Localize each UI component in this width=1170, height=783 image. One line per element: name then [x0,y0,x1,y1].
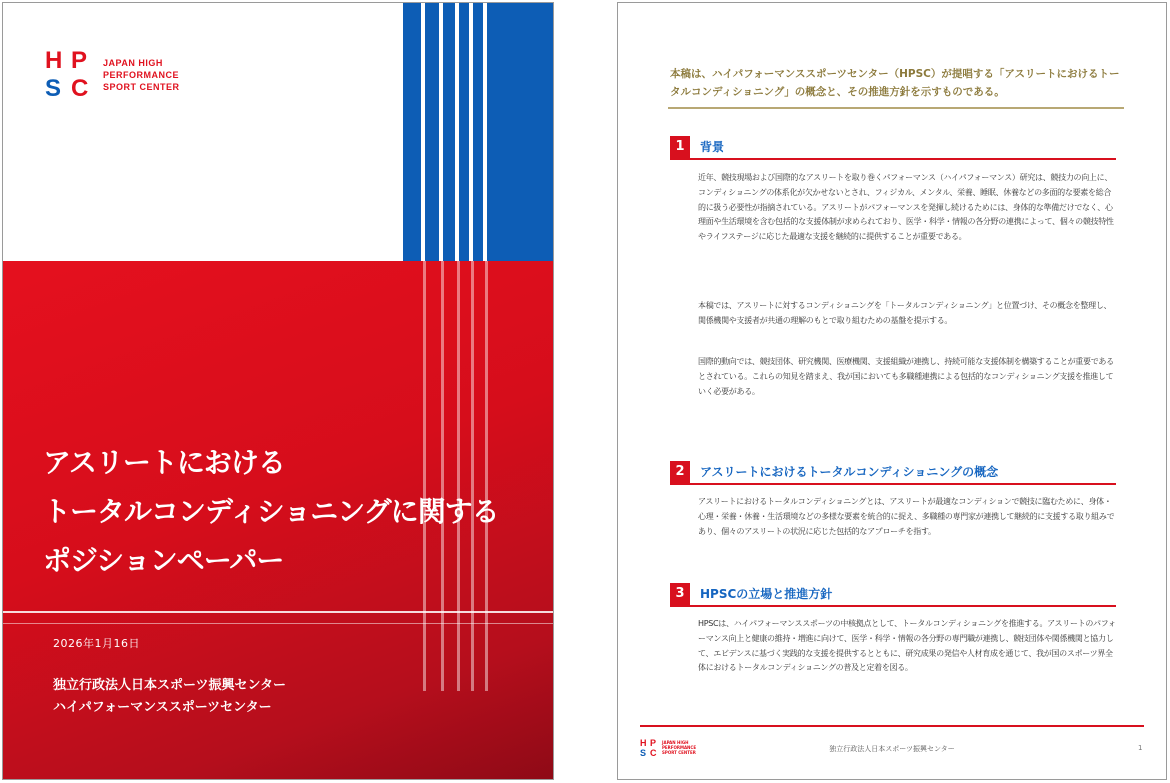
cover-blue-block [403,3,553,261]
section-number: 1 [670,136,690,158]
section-title: 背景 [700,140,725,154]
section-heading [670,583,1116,607]
logo-letter: P [71,47,88,74]
footer-organization: 独立行政法人日本スポーツ振興センター [829,745,955,753]
logo-letter: S [640,748,647,758]
logo-line: JAPAN HIGH [103,58,163,68]
logo-line: SPORT CENTER [103,82,180,92]
stripe [455,3,459,261]
paragraph: 国際的動向では、競技団体、研究機関、医療機関、支援組織が連携し、持続可能な支援体制を構築することが重要であるとされている。これらの知見を踏まえ、我が国においても多職種連携による包括的なコンディショニング支援を推進していく必要がある。 [698,357,1114,396]
publisher [53,675,286,719]
footer-divider [640,725,1144,727]
logo-letter: H [640,738,647,748]
logo-wordmark [103,57,180,93]
page-number: 1 [1138,744,1143,752]
logo-letter: H [45,47,63,74]
title-line: アスリートにおける [43,446,285,479]
cover-divider [3,611,553,613]
stripe [469,3,473,261]
section-title: アスリートにおけるトータルコンディショニングの概念 [700,465,999,479]
publisher-line: ハイパフォーマンススポーツセンター [53,700,272,715]
logo-letter: C [71,75,89,102]
stripe [483,3,487,261]
stripe [421,3,425,261]
section-heading [670,461,1116,485]
stripe [439,3,443,261]
logo-line: PERFORMANCE [103,70,180,80]
section-number: 3 [670,583,690,605]
lead-divider [668,107,1124,109]
paragraph: アスリートにおけるトータルコンディショニングとは、アスリートが最適なコンディションで競技に臨むために、身体・心理・栄養・休養・生活環境などの多様な要素を統合的に捉え、多職種の専門家が連携して継続的に支援する取り組みであり、個々のアスリートの状況に応じた包括的なアプローチを指す。 [698,497,1115,536]
section-heading [670,136,1116,160]
paragraph: 近年、競技現場および国際的なアスリートを取り巻くパフォーマンス（ハイパフォーマンス）研究は、競技力の向上に、コンディショニングの体系化が欠かせないとされ、フィジカル、メンタル、栄養、睡眠、休養などの多面的な要素を総合的に扱う必要性が指摘されている。アスリートがパフォーマンスを発揮し続けるためには、身体的な準備だけでなく、心理面や生活環境を含む包括的な支援体制が求められており、医学・科学・情報の各分野の連携によって、個々の競技特性やライフステージに応じた最適な支援を継続的に提供することが重要である。 [698,173,1114,242]
cover-title [43,438,499,585]
cover-divider [3,623,553,624]
logo-line: SPORT CENTER [662,750,696,755]
hpsc-logo [45,47,180,103]
paragraph: HPSCは、ハイパフォーマンススポーツの中核拠点として、トータルコンディショニングを推進する。アスリートのパフォーマンス向上と健康の維持・増進に向けて、医学・科学・情報の各分野の専門職が連携し、競技団体や関係機関と協力して、エビデンスに基づく実践的な支援を提供するとともに、研究成果の発信や人材育成を通じて、我が国のスポーツ界全体におけるトータルコンディショニングの普及と定着を図る。 [698,619,1116,673]
logo-letter: S [45,75,62,102]
logo-line: PERFORMANCE [662,745,697,750]
logo-letter: C [650,748,657,758]
paragraph: 本稿では、アスリートに対するコンディショニングを「トータルコンディショニング」と位置づけ、その概念を整理し、関係機関や支援者が共通の理解のもとで取り組むための基盤を提示する。 [698,301,1112,325]
logo-line: JAPAN HIGH [662,740,689,745]
section-title: HPSCの立場と推進方針 [700,587,833,601]
title-line: トータルコンディショニングに関する [43,495,499,528]
publication-date: 2026年1月16日 [53,637,140,650]
publisher-line: 独立行政法人日本スポーツ振興センター [53,678,286,693]
content-page [617,2,1167,780]
lead-text: 本稿は、ハイパフォーマンススポーツセンター（HPSC）が提唱する「アスリートにおけるトータルコンディショニング」の概念と、その推進方針を示すものである。 [670,68,1120,98]
logo-letter: P [650,738,657,748]
cover-page [2,2,554,780]
title-line: ポジションペーパー [43,544,284,577]
section-number: 2 [670,461,690,483]
